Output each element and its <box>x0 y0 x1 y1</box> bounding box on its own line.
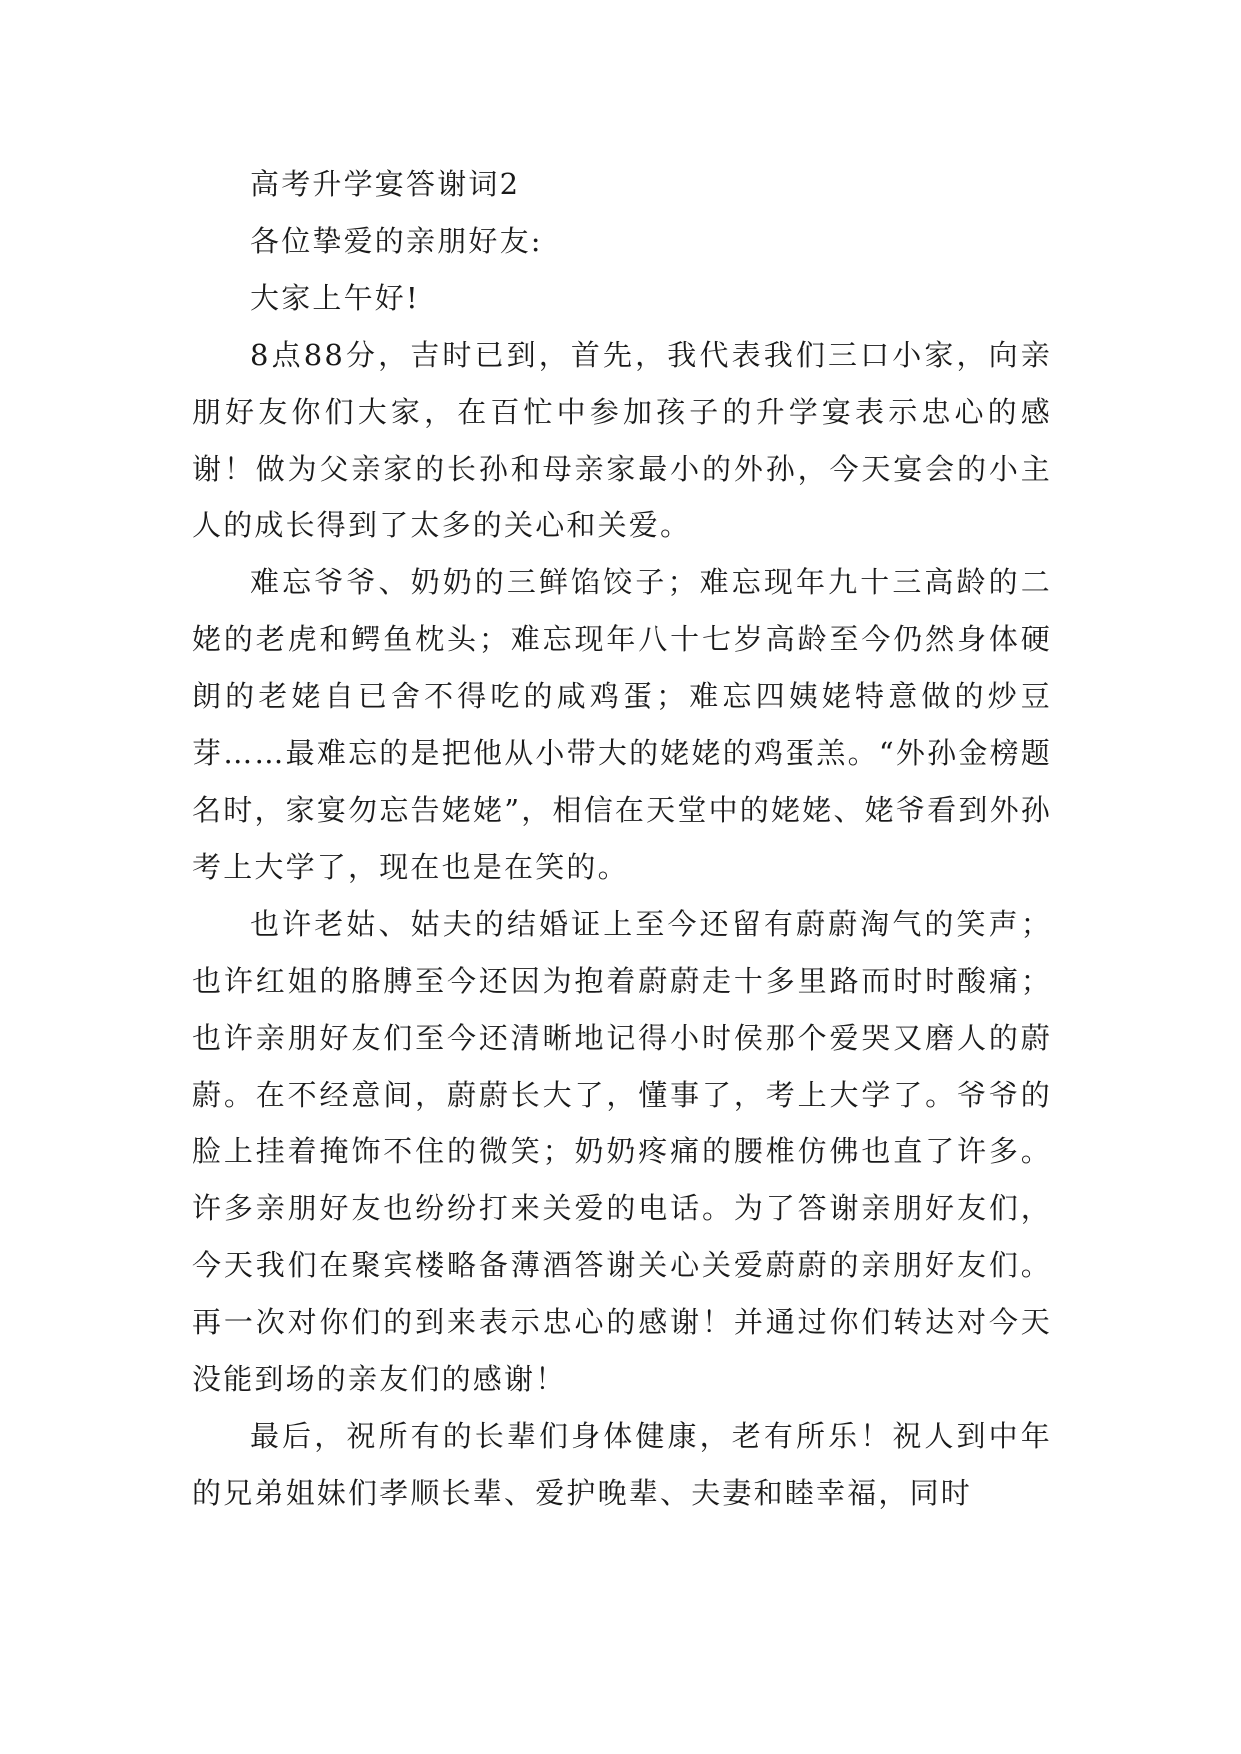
document-title: 高考升学宴答谢词2 <box>250 167 521 201</box>
greeting: 大家上午好! <box>250 280 420 315</box>
paragraph-closing-wishes: 最后，祝所有的长辈们身体健康，老有所乐！祝人到中年的兄弟姐妹们孝顺长辈、爱护晚辈、夫妻和睦幸福，同时 <box>192 1418 1052 1510</box>
paragraph-memories: 难忘爷爷、奶奶的三鲜馅饺子；难忘现年九十三高龄的二姥的老虎和鳄鱼枕头；难忘现年八十七岁高龄至今仍然身体硬朗的老姥自已舍不得吃的咸鸡蛋；难忘四姨姥特意做的炒豆芽……最难忘的是把他从小带大的姥姥的鸡蛋羔。“外孙金榜题名时，家宴勿忘告姥姥”，相信在天堂中的姥姥、姥爷看到外孙考上大学了，现在也是在笑的。 <box>192 565 1052 884</box>
paragraph-opening-thanks: 8点88分，吉时已到，首先，我代表我们三口小家，向亲朋好友你们大家，在百忙中参加孩子的升学宴表示忠心的感谢！做为父亲家的长孙和母亲家最小的外孙，今天宴会的小主人的成长得到了太多的关心和关爱。 <box>192 337 1052 543</box>
document-body <box>192 156 1052 1522</box>
salutation: 各位挚爱的亲朋好友: <box>250 223 543 258</box>
paragraph-growing-up: 也许老姑、姑夫的结婚证上至今还留有蔚蔚淘气的笑声；也许红姐的胳膊至今还因为抱着蔚蔚走十多里路而时时酸痛；也许亲朋好友们至今还清晰地记得小时侯那个爱哭又磨人的蔚蔚。在不经意间，蔚蔚长大了，懂事了，考上大学了。爷爷的脸上挂着掩饰不住的微笑；奶奶疼痛的腰椎仿佛也直了许多。许多亲朋好友也纷纷打来关爱的电话。为了答谢亲朋好友们，今天我们在聚宾楼略备薄酒答谢关心关爱蔚蔚的亲朋好友们。再一次对你们的到来表示忠心的感谢！并通过你们转达对今天没能到场的亲友们的感谢！ <box>192 906 1052 1397</box>
